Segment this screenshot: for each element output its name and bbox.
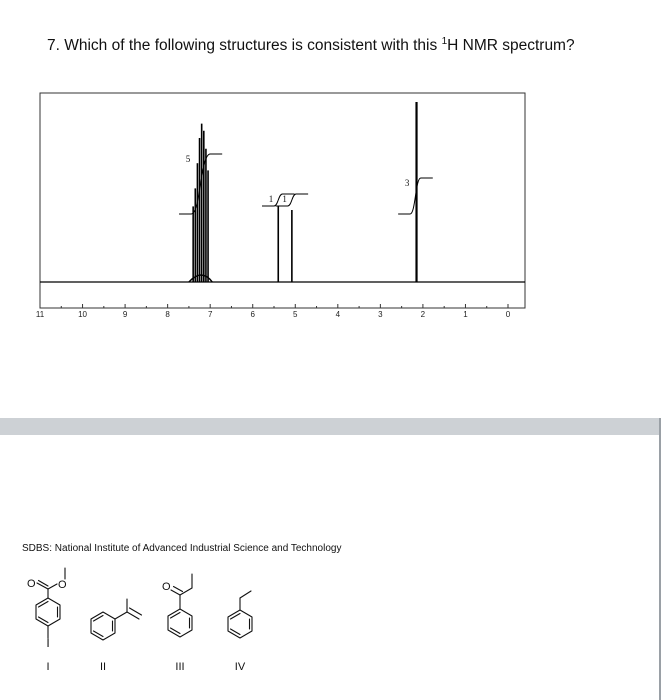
nmr-spectrum (0, 85, 668, 325)
structure-label-iii: III (175, 661, 185, 673)
tick-label: 1 (463, 310, 468, 319)
integral-label: 1 (282, 194, 287, 204)
structure-label-iv: IV (234, 661, 246, 673)
tick-label: 4 (335, 310, 341, 319)
tick-label: 2 (420, 310, 426, 319)
section-divider (0, 418, 668, 435)
tick-label: 10 (78, 310, 87, 319)
question-text (47, 36, 575, 55)
structure-iv[interactable] (228, 591, 252, 638)
iodine-label: I (46, 636, 50, 650)
tick-label: 5 (293, 310, 298, 319)
structure-ii[interactable] (91, 599, 142, 640)
source-credit: SDBS: National Institute of Advanced Industrial Science and Technology (22, 543, 342, 554)
structure-label-ii: II (99, 661, 107, 673)
tick-label: 11 (35, 310, 45, 319)
tick-label: 9 (122, 310, 128, 319)
integration-curves (179, 154, 433, 214)
ppm-axis (36, 304, 511, 319)
structure-choices (0, 565, 668, 700)
question-superscript: 1 (441, 36, 448, 47)
integral-label: 5 (185, 154, 191, 164)
structure-i[interactable] (27, 568, 67, 650)
tick-label: 7 (207, 310, 213, 319)
tick-label: 3 (378, 310, 383, 319)
oxygen-label: O (162, 581, 171, 593)
structure-label-i: I (46, 661, 50, 673)
tick-label: 6 (250, 310, 255, 319)
spectrum-baseline (40, 275, 525, 282)
question-lead: 7. Which of the following structures is consistent with this (47, 37, 442, 55)
question-tail: H NMR spectrum? (447, 37, 575, 55)
tick-label: 8 (165, 310, 170, 319)
tick-label: 0 (505, 310, 511, 319)
structure-iii[interactable] (162, 574, 192, 637)
oxygen-label: O (58, 579, 67, 591)
oxygen-label: O (27, 578, 36, 590)
integral-label: 3 (404, 178, 410, 188)
integral-label: 1 (268, 194, 274, 204)
spectrum-peaks (193, 102, 416, 282)
